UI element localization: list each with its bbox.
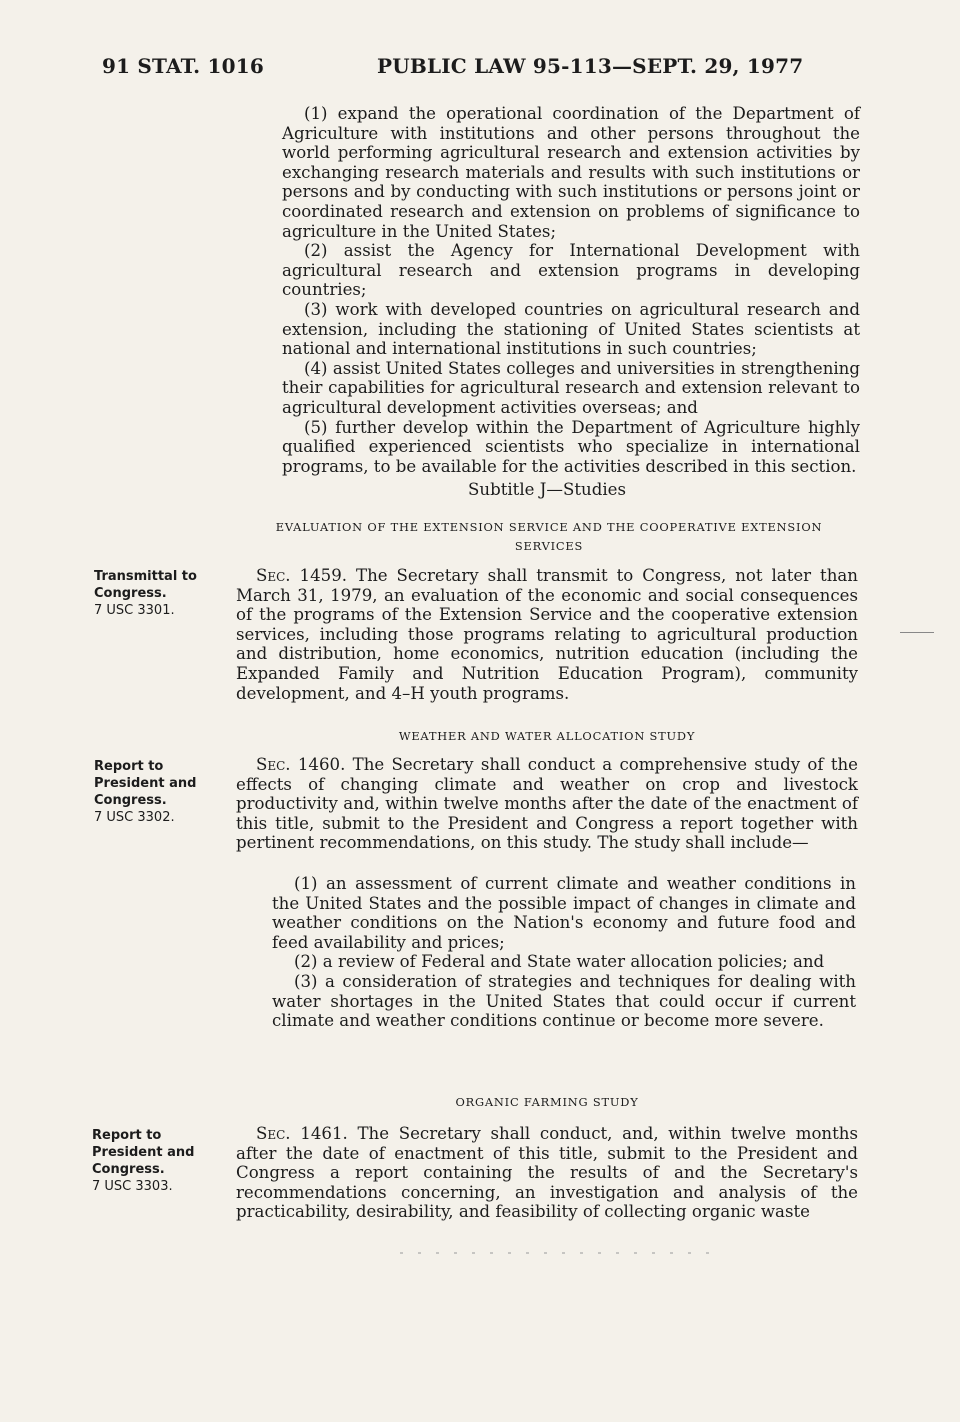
usc-citation: 7 USC 3302. (94, 810, 175, 825)
margin-note-title: Report to President and Congress. (92, 1128, 195, 1177)
margin-note-title: Report to President and Congress. (94, 759, 197, 808)
margin-note (94, 758, 224, 826)
usc-citation: 7 USC 3303. (92, 1179, 173, 1194)
section-label: Sec. 1460. (256, 755, 346, 774)
section-paragraph (236, 755, 858, 853)
usc-citation: 7 USC 3301. (94, 603, 175, 618)
section-label: Sec. 1459. (256, 566, 348, 585)
section-heading: EVALUATION OF THE EXTENSION SERVICE AND THE COOPERATIVE EXTENSION SERVICES (275, 520, 823, 553)
section-1459 (236, 566, 858, 703)
scan-artifact-specks (400, 1252, 710, 1254)
subtitle-heading: Subtitle J—Studies (468, 480, 626, 499)
public-law-title: PUBLIC LAW 95-113—SEPT. 29, 1977 (377, 54, 804, 78)
margin-note (92, 1127, 222, 1195)
page-header (0, 54, 960, 84)
item-list-top (282, 104, 860, 476)
list-item: (3) a consideration of strategies and techniques for dealing with water shortages in the United States that could occur if current climate and weather conditions continue or become more severe. (272, 971, 856, 1031)
section-label: Sec. 1461. (256, 1124, 348, 1143)
scan-artifact-dash (900, 632, 934, 633)
list-item: (2) a review of Federal and State water allocation policies; and (294, 952, 825, 972)
section-heading: ORGANIC FARMING STUDY (455, 1095, 639, 1109)
section-text: The Secretary shall transmit to Congress, not later than March 31, 1979, an evaluation of the economic and social consequences of the programs of the Extension Service and the cooperative extension services, including those programs relating to agricultural production and distribution, home economics, nutrition education (including the Expanded Family and Nutrition Education Program), community development, and 4–H youth programs. (236, 566, 858, 703)
section-text: The Secretary shall conduct a comprehensive study of the effects of changing climate and weather on crop and livestock productivity and, within twelve months after the date of the enactment of this title, submit to the President and Congress a report together with pertinent recommendations, on this study. The study shall include— (236, 755, 858, 853)
section-paragraph (236, 1124, 858, 1222)
list-item: (3) work with developed countries on agricultural research and extension, including the stationing of United States scientists at national and international institutions in such countries; (282, 299, 860, 359)
list-item: (1) an assessment of current climate and weather conditions in the United States and the possible impact of changes in climate and weather conditions on the Nation's economy and future food and feed availability and prices; (272, 874, 856, 952)
section-text: The Secretary shall conduct, and, within twelve months after the date of enactment of this title, submit to the President and Congress a report containing the results of and the Secretary's recommendations concerning, an investigation and analysis of the practicability, desirability, and feasibility of collecting organic waste (236, 1124, 858, 1222)
list-item: (2) assist the Agency for International Development with agricultural research and extension programs in developing countries; (282, 241, 860, 300)
list-item: (1) expand the operational coordination of the Department of Agriculture with institutions and other persons throughout the world performing agricultural research and extension activities by exchanging research materials and results with such institutions or persons and by conducting with such institutions or persons joint or coordinated research and extension on problems of significance to agriculture in the United States; (282, 104, 860, 241)
margin-note (94, 568, 224, 619)
section-1460 (236, 755, 858, 853)
item-list-1460 (272, 874, 856, 1031)
section-1461 (236, 1124, 858, 1222)
list-item: (4) assist United States colleges and universities in strengthening their capabilities for agricultural research and extension relevant to agricultural development activities overseas; and (282, 358, 860, 417)
list-item: (5) further develop within the Department of Agriculture highly qualified experienced scientists who specialize in international programs, to be available for the activities described in this section. (282, 417, 860, 476)
margin-note-title: Transmittal to Congress. (94, 569, 197, 601)
section-paragraph (236, 566, 858, 703)
statute-page-number: 91 STAT. 1016 (102, 54, 264, 78)
section-heading: WEATHER AND WATER ALLOCATION STUDY (398, 729, 696, 743)
